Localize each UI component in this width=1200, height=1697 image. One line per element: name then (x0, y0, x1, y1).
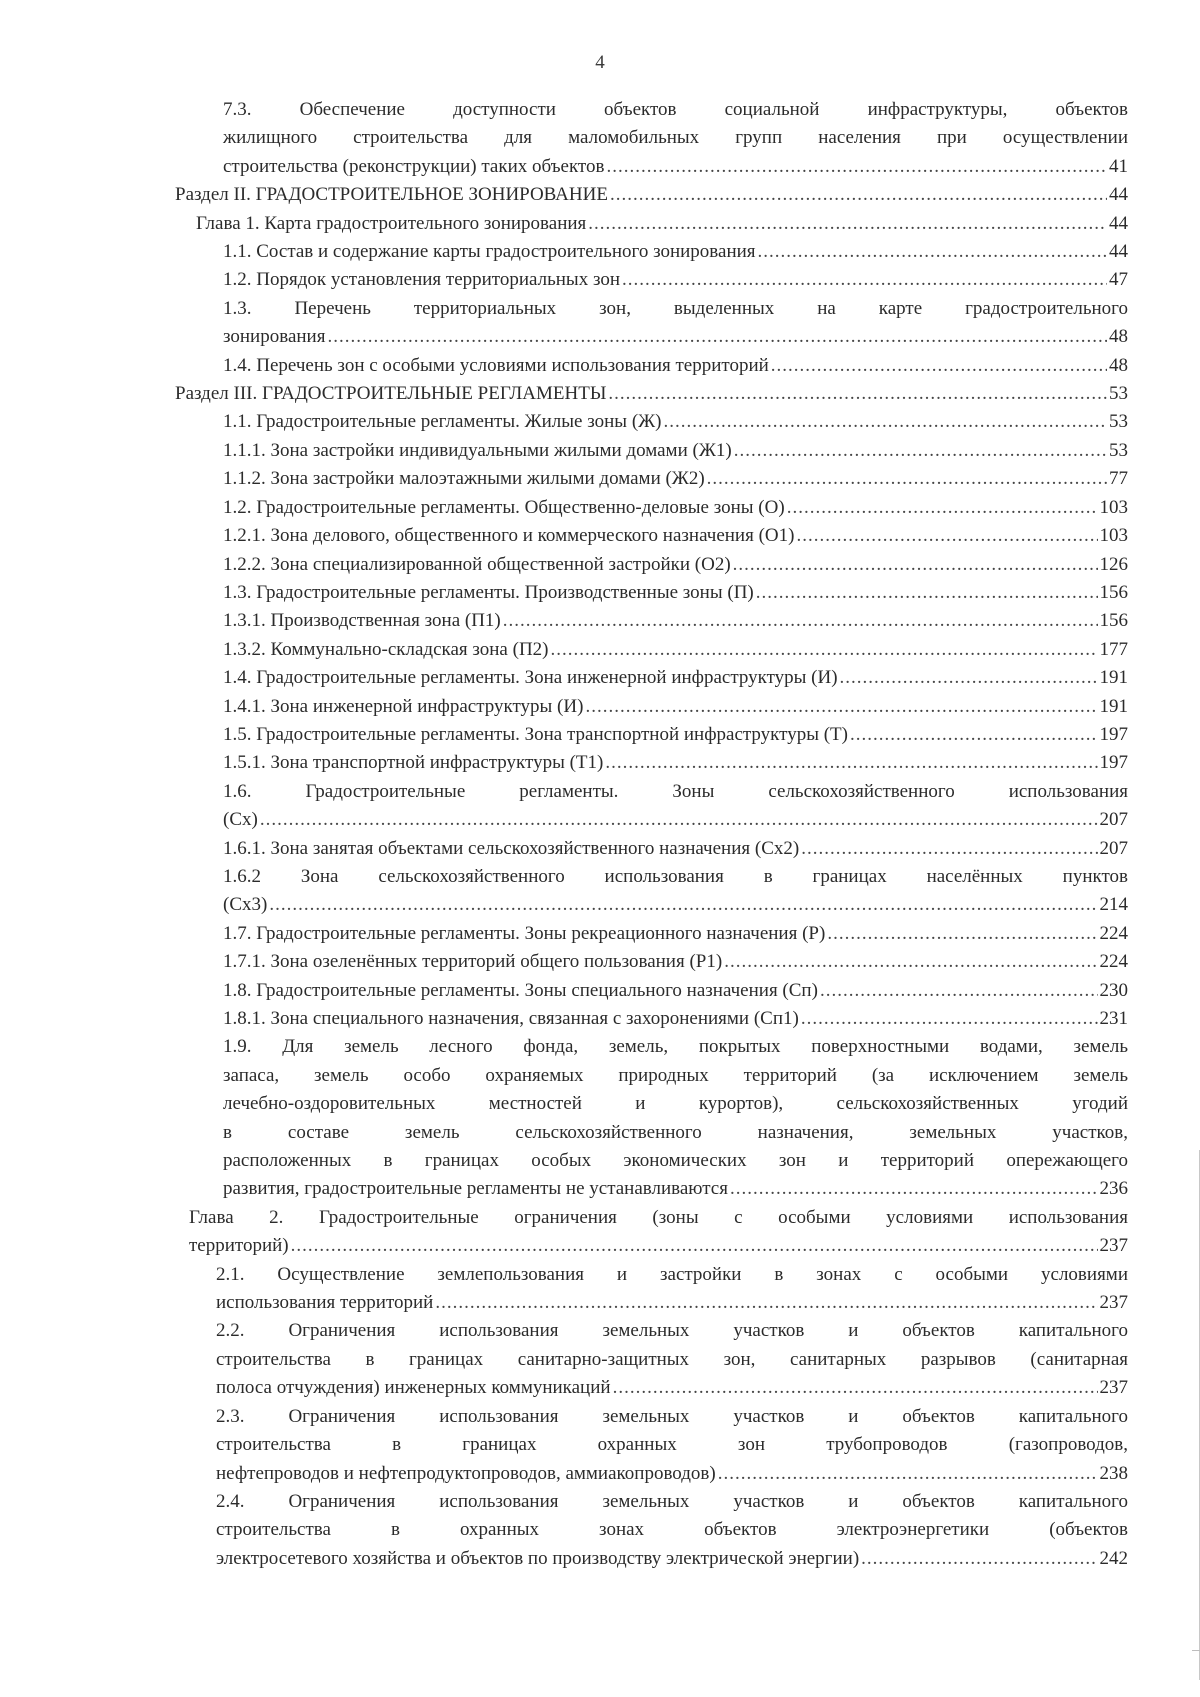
toc-entry-last-line (216, 1374, 1128, 1402)
toc-entry (223, 1033, 1128, 1203)
toc-entry-page-number: 224 (1099, 922, 1128, 944)
toc-entry-last-line (216, 1545, 1128, 1573)
toc-entry-line: 7.3. Обеспечение доступности объектов социальной инфраструктуры, объектов (223, 99, 1128, 120)
dot-leader (861, 1545, 1097, 1573)
toc-entry-title: Раздел III. ГРАДОСТРОИТЕЛЬНЫЕ РЕГЛАМЕНТЫ (175, 383, 607, 405)
toc-entry (175, 181, 1128, 209)
toc-entry-last-line (223, 636, 1128, 664)
toc-entry (223, 948, 1128, 976)
toc-entry-page-number: 231 (1099, 1008, 1128, 1029)
toc-entry-last-line (223, 494, 1128, 522)
toc-entry-title: 1.8. Градостроительные регламенты. Зоны специального назначения (Сп) (223, 979, 818, 1001)
toc-entry-title: (Сх3) (223, 894, 268, 916)
dot-leader (707, 465, 1107, 493)
toc-entry-title: Раздел II. ГРАДОСТРОИТЕЛЬНОЕ ЗОНИРОВАНИЕ (175, 184, 608, 206)
toc-entry (216, 1261, 1128, 1318)
toc-entry-last-line (223, 891, 1128, 919)
toc-entry-title: 1.2.2. Зона специализированной общественной застройки (О2) (223, 553, 731, 575)
toc-entry-page-number: 197 (1099, 752, 1128, 774)
toc-entry-line: 2.2. Ограничения использования земельных участков и объектов капитального (216, 1320, 1128, 1342)
toc-entry (223, 551, 1128, 579)
toc-entry-line: в составе земель сельскохозяйственного назначения, земельных участков, (223, 1121, 1128, 1143)
toc-entry-page-number: 53 (1109, 411, 1128, 433)
toc-entry-page-number: 103 (1099, 496, 1128, 518)
toc-entry-title: 1.2.1. Зона делового, общественного и коммерческого назначения (О1) (223, 525, 795, 547)
toc-entry (223, 437, 1128, 465)
toc-entry-last-line (223, 465, 1128, 493)
toc-entry-page-number: 44 (1109, 212, 1128, 234)
toc-entry (216, 1317, 1128, 1402)
toc-entry-title: 1.3.2. Коммунально-складская зона (П2) (223, 638, 549, 660)
toc-entry (223, 607, 1128, 635)
toc-entry-page-number: 237 (1099, 1292, 1128, 1314)
toc-entry-last-line (223, 977, 1128, 1005)
toc-entry-title: 1.5.1. Зона транспортной инфраструктуры (Т1) (223, 752, 604, 774)
toc-entry-page-number: 44 (1109, 241, 1128, 263)
toc-entry-last-line (216, 1289, 1128, 1317)
toc-entry (223, 266, 1128, 294)
toc-entry-line: 1.6. Градостроительные регламенты. Зоны сельскохозяйственного использования (223, 780, 1128, 802)
table-of-contents (0, 96, 1200, 1573)
toc-entry (223, 920, 1128, 948)
toc-entry-title: использования территорий (216, 1292, 434, 1314)
toc-entry (223, 835, 1128, 863)
dot-leader (610, 181, 1107, 209)
toc-entry-title: 1.4. Градостроительные регламенты. Зона инженерной инфраструктуры (И) (223, 667, 838, 689)
dot-leader (588, 210, 1107, 238)
toc-entry (223, 408, 1128, 436)
toc-entry-last-line (223, 806, 1128, 834)
toc-entry-last-line (223, 352, 1128, 380)
toc-entry-line: 2.3. Ограничения использования земельных участков и объектов капитального (216, 1405, 1128, 1427)
toc-entry-line: строительства в границах охранных зон трубопроводов (газопроводов, (216, 1434, 1128, 1456)
toc-entry-title: Глава 1. Карта градостроительного зонирования (196, 212, 587, 234)
page-number: 4 (595, 52, 605, 73)
toc-entry-title: 1.3.1. Производственная зона (П1) (223, 610, 501, 632)
toc-entry-title: 1.4. Перечень зон с особыми условиями использования территорий (223, 354, 769, 376)
toc-entry-last-line (223, 522, 1128, 550)
toc-entry-title: зонирования (223, 326, 326, 348)
scan-binding-mark (1192, 1650, 1200, 1651)
toc-entry-title: развития, градостроительные регламенты не устанавливаются (223, 1178, 728, 1200)
toc-entry-title: 1.7. Градостроительные регламенты. Зоны рекреационного назначения (Р) (223, 922, 826, 944)
toc-entry (223, 352, 1128, 380)
dot-leader (724, 948, 1097, 976)
toc-entry (223, 295, 1128, 352)
toc-entry-title: 1.1.1. Зона застройки индивидуальными жилыми домами (Ж1) (223, 439, 732, 461)
toc-entry-page-number: 242 (1099, 1547, 1128, 1569)
toc-entry-title: полоса отчуждения) инженерных коммуникаций (216, 1377, 611, 1399)
toc-entry-last-line (223, 1005, 1128, 1033)
dot-leader (801, 1005, 1098, 1033)
toc-entry-line: лечебно-оздоровительных местностей и курортов), сельскохозяйственных угодий (223, 1093, 1128, 1115)
toc-entry (223, 465, 1128, 493)
toc-entry-last-line (223, 721, 1128, 749)
toc-entry (223, 778, 1128, 835)
dot-leader (605, 749, 1097, 777)
toc-entry-page-number: 224 (1099, 951, 1128, 973)
toc-entry-page-number: 48 (1109, 354, 1128, 376)
toc-entry-title: (Сх) (223, 809, 258, 831)
dot-leader (796, 522, 1097, 550)
toc-entry-last-line (223, 664, 1128, 692)
toc-entry-line: запаса, земель особо охраняемых природных территорий (за исключением земель (223, 1064, 1128, 1086)
toc-entry-page-number: 53 (1109, 439, 1128, 461)
toc-entry-last-line (223, 408, 1128, 436)
toc-entry (223, 522, 1128, 550)
toc-entry-line: строительства в охранных зонах объектов электроэнергетики (объектов (216, 1519, 1128, 1541)
toc-entry-last-line (216, 1460, 1128, 1488)
toc-entry (189, 1204, 1128, 1261)
dot-leader (606, 153, 1107, 181)
dot-leader (787, 494, 1098, 522)
toc-entry (223, 238, 1128, 266)
toc-entry-last-line (196, 210, 1128, 238)
dot-leader (327, 323, 1107, 351)
toc-entry-page-number: 77 (1109, 468, 1128, 490)
toc-entry-page-number: 191 (1099, 695, 1128, 717)
toc-entry-title: 1.5. Градостроительные регламенты. Зона транспортной инфраструктуры (Т) (223, 723, 848, 745)
dot-leader (585, 693, 1097, 721)
toc-entry-page-number: 237 (1099, 1235, 1128, 1257)
toc-entry-last-line (223, 749, 1128, 777)
toc-entry-page-number: 47 (1109, 269, 1128, 291)
dot-leader (756, 579, 1098, 607)
toc-entry-last-line (189, 1232, 1128, 1260)
dot-leader (269, 891, 1097, 919)
toc-entry (175, 380, 1128, 408)
toc-entry-title: 1.2. Градостроительные регламенты. Общественно-деловые зоны (О) (223, 496, 785, 518)
toc-entry (223, 579, 1128, 607)
toc-entry-page-number: 156 (1099, 581, 1128, 603)
toc-entry-title: 1.4.1. Зона инженерной инфраструктуры (И) (223, 695, 584, 717)
dot-leader (291, 1232, 1098, 1260)
dot-leader (608, 380, 1107, 408)
toc-entry-line: строительства в границах санитарно-защитных зон, санитарных разрывов (санитарная (216, 1348, 1128, 1370)
toc-entry-title: нефтепроводов и нефтепродуктопроводов, аммиакопроводов) (216, 1462, 716, 1484)
toc-entry-last-line (223, 607, 1128, 635)
toc-entry-title: 1.1. Состав и содержание карты градостроительного зонирования (223, 241, 756, 263)
dot-leader (260, 806, 1098, 834)
toc-entry-line: 2.1. Осуществление землепользования и застройки в зонах с особыми условиями (216, 1263, 1128, 1285)
dot-leader (758, 238, 1107, 266)
toc-entry-title: 1.1. Градостроительные регламенты. Жилые зоны (Ж) (223, 411, 662, 433)
dot-leader (771, 352, 1107, 380)
toc-entry-last-line (223, 266, 1128, 294)
toc-entry-line: 2.4. Ограничения использования земельных участков и объектов капитального (216, 1490, 1128, 1512)
toc-entry-page-number: 177 (1099, 638, 1128, 660)
toc-entry-title: 1.8.1. Зона специального назначения, связанная с захоронениями (Сп1) (223, 1008, 799, 1029)
dot-leader (733, 551, 1098, 579)
toc-entry-line: 1.9. Для земель лесного фонда, земель, покрытых поверхностными водами, земель (223, 1036, 1128, 1058)
toc-entry-title: 1.3. Градостроительные регламенты. Производственные зоны (П) (223, 581, 754, 603)
toc-entry-last-line (223, 579, 1128, 607)
toc-entry-last-line (223, 437, 1128, 465)
toc-entry (196, 210, 1128, 238)
dot-leader (718, 1460, 1098, 1488)
dot-leader (734, 437, 1107, 465)
dot-leader (622, 266, 1107, 294)
toc-entry-page-number: 48 (1109, 326, 1128, 348)
toc-entry-last-line (223, 153, 1128, 181)
toc-entry-title: 1.1.2. Зона застройки малоэтажными жилыми домами (Ж2) (223, 468, 705, 490)
toc-entry-page-number: 156 (1099, 610, 1128, 632)
toc-entry-last-line (223, 238, 1128, 266)
dot-leader (613, 1374, 1098, 1402)
toc-entry-page-number: 237 (1099, 1377, 1128, 1399)
toc-entry-page-number: 191 (1099, 667, 1128, 689)
toc-entry-page-number: 197 (1099, 723, 1128, 745)
toc-entry (216, 1403, 1128, 1488)
toc-entry (223, 721, 1128, 749)
dot-leader (435, 1289, 1097, 1317)
dot-leader (730, 1175, 1098, 1203)
toc-entry-page-number: 238 (1099, 1462, 1128, 1484)
toc-entry-last-line (223, 551, 1128, 579)
toc-entry (223, 863, 1128, 920)
toc-entry-page-number: 214 (1099, 894, 1128, 916)
toc-entry-title: 1.2. Порядок установления территориальных зон (223, 269, 621, 291)
toc-entry-line: Глава 2. Градостроительные ограничения (зоны с особыми условиями использования (189, 1206, 1128, 1228)
dot-leader (551, 636, 1098, 664)
toc-entry-page-number: 41 (1109, 155, 1128, 177)
toc-entry-page-number: 207 (1099, 837, 1128, 859)
toc-entry-last-line (175, 380, 1128, 408)
toc-entry-page-number: 103 (1099, 525, 1128, 547)
toc-entry (223, 693, 1128, 721)
toc-entry-line: 1.3. Перечень территориальных зон, выделенных на карте градостроительного (223, 297, 1128, 319)
toc-entry-page-number: 44 (1109, 184, 1128, 206)
toc-entry-page-number: 126 (1099, 553, 1128, 575)
toc-entry-line: жилищного строительства для маломобильных групп населения при осуществлении (223, 127, 1128, 149)
toc-entry-last-line (223, 693, 1128, 721)
toc-entry-last-line (223, 920, 1128, 948)
dot-leader (827, 920, 1097, 948)
toc-entry (223, 1005, 1128, 1033)
toc-entry-page-number: 230 (1099, 979, 1128, 1001)
toc-entry (223, 977, 1128, 1005)
toc-entry-line: 1.6.2 Зона сельскохозяйственного использования в границах населённых пунктов (223, 865, 1128, 887)
toc-entry-page-number: 236 (1099, 1178, 1128, 1200)
toc-entry-page-number: 207 (1099, 809, 1128, 831)
toc-entry (216, 1488, 1128, 1573)
toc-entry-last-line (223, 323, 1128, 351)
dot-leader (801, 835, 1097, 863)
toc-entry-line: расположенных в границах особых экономических зон и территорий опережающего (223, 1150, 1128, 1172)
toc-entry-page-number: 53 (1109, 383, 1128, 405)
toc-entry (223, 664, 1128, 692)
toc-entry-last-line (223, 1175, 1128, 1203)
toc-entry (223, 749, 1128, 777)
dot-leader (840, 664, 1098, 692)
toc-entry-title: территорий) (189, 1235, 289, 1257)
toc-entry (223, 636, 1128, 664)
dot-leader (503, 607, 1098, 635)
toc-entry-title: строительства (реконструкции) таких объектов (223, 155, 605, 177)
toc-entry-title: 1.6.1. Зона занятая объектами сельскохозяйственного назначения (Сх2) (223, 837, 800, 859)
toc-entry-last-line (223, 835, 1128, 863)
toc-entry-last-line (175, 181, 1128, 209)
dot-leader (820, 977, 1098, 1005)
toc-entry (223, 96, 1128, 181)
dot-leader (850, 721, 1098, 749)
toc-entry (223, 494, 1128, 522)
dot-leader (664, 408, 1108, 436)
toc-entry-title: 1.7.1. Зона озеленённых территорий общего пользования (Р1) (223, 951, 723, 973)
toc-entry-last-line (223, 948, 1128, 976)
toc-entry-title: электросетевого хозяйства и объектов по производству электрической энергии) (216, 1547, 860, 1569)
